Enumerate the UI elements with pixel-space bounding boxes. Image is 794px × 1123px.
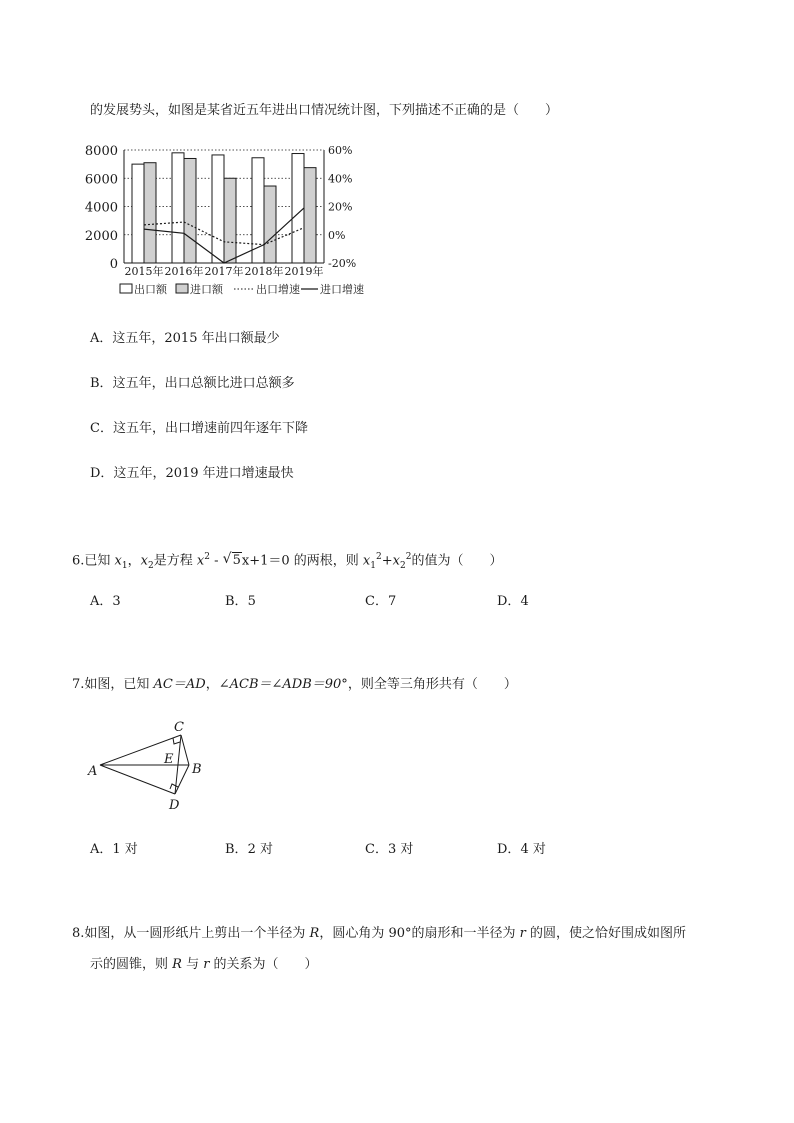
label-c: C (174, 720, 184, 735)
bar-import (304, 168, 316, 263)
option-text: 2 对 (247, 842, 273, 857)
q6-sq: 2 (204, 552, 210, 562)
q8-text-c: 的圆，使之恰好围成如图所 (525, 926, 687, 941)
option-text: 7 (387, 594, 397, 609)
q6-radicand: 5 (232, 553, 241, 569)
option-label: A． (90, 594, 113, 609)
y-tick-label-right: 60% (328, 144, 353, 157)
q7-option-d[interactable] (497, 841, 546, 859)
q7-stem (72, 676, 517, 694)
q6-prefix: 6.已知 (72, 553, 115, 569)
option-text: 1 对 (112, 842, 138, 857)
q7-sep: ， (205, 677, 219, 692)
q6-x: x (196, 553, 205, 569)
option-label: D． (497, 842, 521, 857)
legend-label: 进口额 (190, 283, 223, 296)
segment-cb (181, 735, 189, 765)
legend-swatch-export (120, 284, 132, 293)
bar-export (252, 158, 264, 263)
bar-export (172, 153, 184, 263)
q7-figure (85, 715, 215, 815)
option-text: 4 (520, 594, 529, 609)
option-label: D． (497, 594, 521, 609)
q6-b-sup: 2 (405, 552, 412, 562)
label-b: B (192, 762, 202, 777)
x-tick-label: 2017年 (204, 265, 244, 278)
y-tick-label-right: -20% (328, 257, 357, 270)
legend-label: 进口增速 (320, 283, 364, 296)
bar-import (264, 186, 276, 263)
option-text: 3 (112, 594, 121, 609)
right-angle-mark-c (173, 738, 180, 744)
q7-end: ，则全等三角形共有（ ） (347, 677, 517, 692)
q7-prefix: 7.如图，已知 (72, 677, 154, 692)
q5-option-c[interactable] (90, 420, 308, 438)
option-text: 3 对 (387, 842, 414, 857)
y-tick-label-right: 40% (328, 172, 353, 186)
q6-tail: x+1＝0 的两根，则 (241, 553, 363, 569)
option-label: C． (365, 594, 388, 609)
q7-option-a[interactable] (90, 841, 138, 859)
x-tick-label: 2016年 (164, 265, 204, 278)
q6-b: x (392, 553, 400, 569)
legend-label: 出口额 (134, 283, 167, 296)
bar-export (212, 155, 224, 263)
bar-import (144, 163, 156, 263)
y-tick-label-left: 8000 (84, 144, 118, 159)
option-label: C． (90, 421, 113, 436)
q8-stem-line2 (90, 956, 318, 974)
q7-cond2: ∠ACB＝∠ADB＝90° (218, 677, 348, 692)
legend-swatch-import (176, 284, 188, 293)
q6-x1-sub: 1 (121, 560, 128, 571)
q6-x2-sub: 2 (147, 560, 154, 571)
q5-option-b[interactable] (90, 375, 295, 393)
q6-a-sub: 1 (370, 560, 376, 571)
option-text: 这五年，出口增速前四年逐年下降 (112, 421, 308, 436)
x-tick-label: 2019年 (284, 265, 324, 278)
q5-option-d[interactable] (90, 465, 294, 483)
q6-b-sub: 2 (399, 560, 406, 571)
q8-var-r-big: R (309, 926, 320, 941)
option-label: A． (90, 842, 113, 857)
label-d: D (169, 798, 180, 813)
q6-option-d[interactable] (497, 593, 529, 611)
y-tick-label-left: 4000 (84, 200, 118, 216)
segment-ad (100, 765, 175, 794)
q7-option-b[interactable] (225, 841, 273, 859)
q6-option-b[interactable] (225, 593, 256, 611)
y-tick-label-left: 2000 (84, 228, 118, 244)
line-import-growth (144, 208, 304, 263)
option-text: 这五年，出口总额比进口总额多 (112, 376, 295, 391)
q6-minus: - (209, 553, 223, 569)
q8-var-r: r (203, 957, 210, 972)
q6-end: 的值为（ ） (411, 553, 503, 569)
q7-option-c[interactable] (365, 841, 413, 859)
q6-a: x (362, 553, 371, 569)
q8-text-a: 8.如图，从一圆形纸片上剪出一个半径为 (72, 926, 310, 941)
q6-comma: ， (127, 553, 141, 569)
option-text: 这五年，2019 年进口增速最快 (113, 466, 294, 481)
label-a: A (88, 764, 98, 779)
legend-label: 出口增速 (256, 283, 300, 296)
q6-a-sup: 2 (376, 552, 382, 562)
option-text: 4 对 (520, 842, 546, 857)
option-text: 5 (247, 594, 256, 609)
y-tick-label-right: 0% (328, 228, 346, 242)
y-tick-label-right: 20% (328, 200, 353, 214)
y-tick-label-left: 0 (109, 257, 118, 272)
right-angle-mark-d (170, 784, 178, 789)
q8-text-b: ，圆心角为 90°的扇形和一半径为 (319, 926, 520, 941)
q6-plus: + (381, 553, 393, 569)
bar-export (292, 154, 304, 263)
q8-var-r-big: R (172, 957, 182, 972)
bar-import (184, 158, 196, 263)
q6-mid: 是方程 (153, 553, 197, 569)
y-tick-label-left: 6000 (84, 172, 118, 188)
q6-stem (72, 548, 502, 575)
q8-text-d: 示的圆锥，则 (90, 957, 173, 972)
option-label: B． (90, 376, 113, 391)
x-tick-label: 2018年 (244, 265, 284, 278)
q6-option-c[interactable] (365, 593, 396, 611)
q8-stem-line1 (72, 925, 686, 943)
label-e: E (164, 752, 174, 767)
option-label: A． (90, 331, 113, 346)
q6-option-a[interactable] (90, 593, 121, 611)
line-export-growth (144, 222, 304, 245)
bar-import (224, 178, 236, 263)
option-text: 这五年，2015 年出口额最少 (112, 331, 280, 346)
q5-stem: 的发展势头，如图是某省近五年进出口情况统计图，下列描述不正确的是（ ） (90, 103, 559, 118)
option-label: D． (90, 466, 114, 481)
option-label: B． (225, 842, 248, 857)
q5-option-a[interactable] (90, 330, 280, 348)
option-label: B． (225, 594, 248, 609)
q7-cond1: AC＝AD (153, 677, 206, 692)
q8-var-r: r (519, 926, 526, 941)
q6-x2: x (140, 553, 148, 569)
option-label: C． (365, 842, 388, 857)
q6-x1: x (114, 553, 122, 569)
bar-export (132, 164, 144, 263)
q8-text-f: 的关系为（ ） (209, 957, 318, 972)
x-tick-label: 2015年 (124, 265, 164, 278)
q8-text-e: 与 (181, 957, 204, 972)
sqrt-symbol: √ 5 (222, 551, 241, 569)
